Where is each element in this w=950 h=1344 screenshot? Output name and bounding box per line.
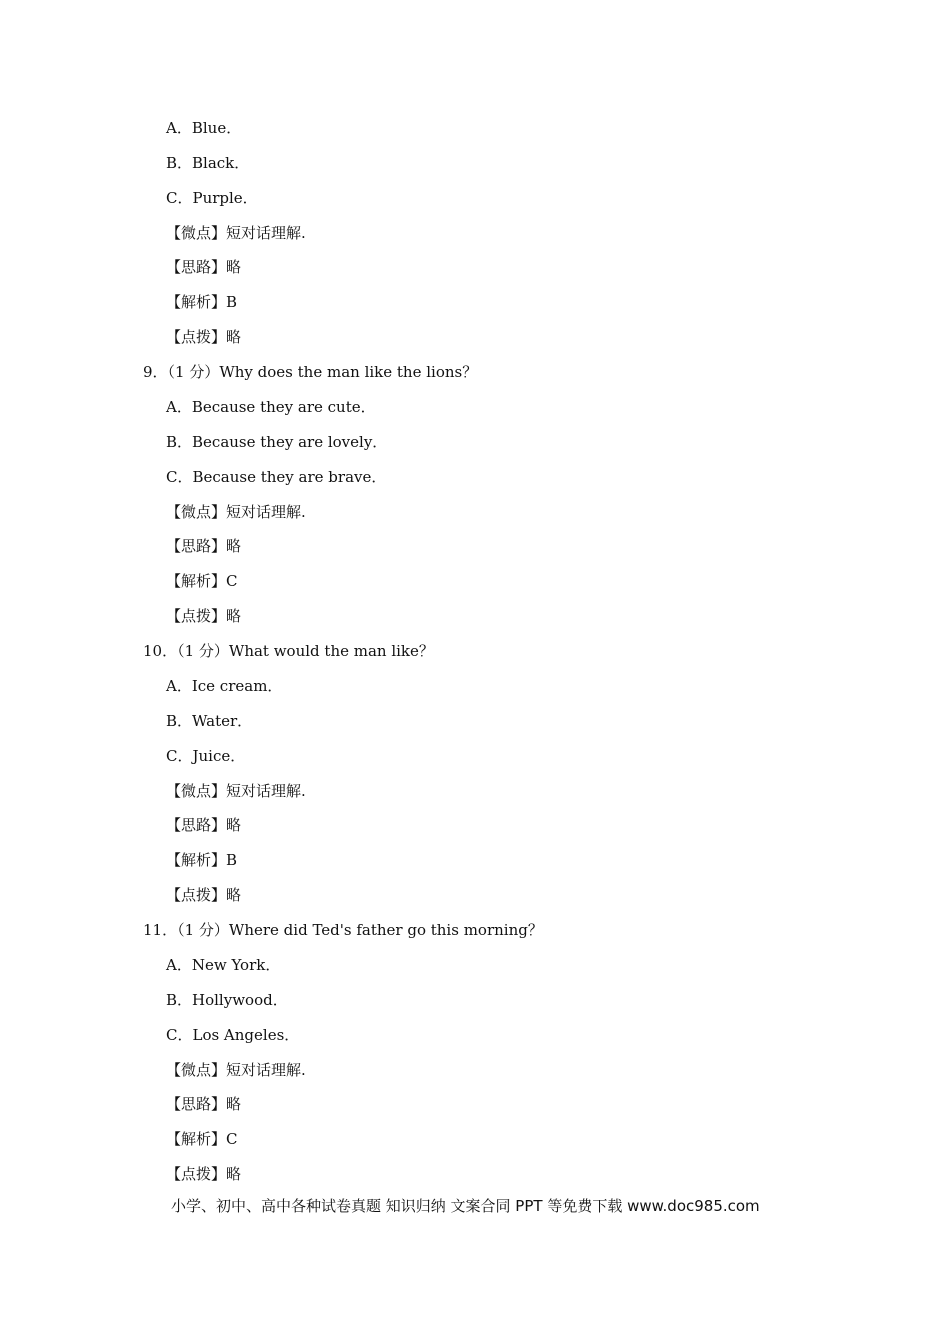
page-footer: 小学、初中、高中各种试卷真题 知识归纳 文案合同 PPT 等免费下载 www.doc985.com: [171, 1197, 760, 1215]
q9-idea: 【思路】略: [166, 537, 242, 555]
q8-option-b: B．Black．: [166, 154, 250, 172]
q8-analysis: 【解析】B: [166, 293, 238, 311]
q10-stem: 10．（1 分）What would the man like？: [143, 642, 434, 660]
q10-option-b: B．Water．: [166, 712, 253, 730]
q9-option-c: C．Because they are brave．: [166, 468, 387, 486]
q11-point: 【微点】短对话理解.: [166, 1061, 306, 1079]
q9-point: 【微点】短对话理解.: [166, 503, 306, 521]
q10-option-c: C．Juice．: [166, 747, 246, 765]
q8-idea: 【思路】略: [166, 258, 242, 276]
q10-idea: 【思路】略: [166, 816, 242, 834]
q10-point: 【微点】短对话理解.: [166, 782, 306, 800]
q9-tip: 【点拨】略: [166, 607, 242, 625]
q11-tip: 【点拨】略: [166, 1165, 242, 1183]
q10-tip: 【点拨】略: [166, 886, 242, 904]
q11-option-a: A．New York．: [166, 956, 281, 974]
q9-option-a: A．Because they are cute．: [166, 398, 376, 416]
q9-stem: 9．（1 分）Why does the man like the lions？: [143, 363, 478, 381]
q10-analysis: 【解析】B: [166, 851, 238, 869]
q10-option-a: A．Ice cream．: [166, 677, 283, 695]
q8-option-c: C．Purple．: [166, 189, 258, 207]
q11-option-c: C．Los Angeles．: [166, 1026, 300, 1044]
q9-option-b: B．Because they are lovely．: [166, 433, 388, 451]
q8-tip: 【点拨】略: [166, 328, 242, 346]
q8-point: 【微点】短对话理解.: [166, 224, 306, 242]
q9-analysis: 【解析】C: [166, 572, 238, 590]
q11-analysis: 【解析】C: [166, 1130, 238, 1148]
q11-stem: 11．（1 分）Where did Ted's father go this morning？: [143, 921, 543, 939]
q11-option-b: B．Hollywood．: [166, 991, 288, 1009]
q11-idea: 【思路】略: [166, 1095, 242, 1113]
q8-option-a: A．Blue．: [166, 119, 242, 137]
